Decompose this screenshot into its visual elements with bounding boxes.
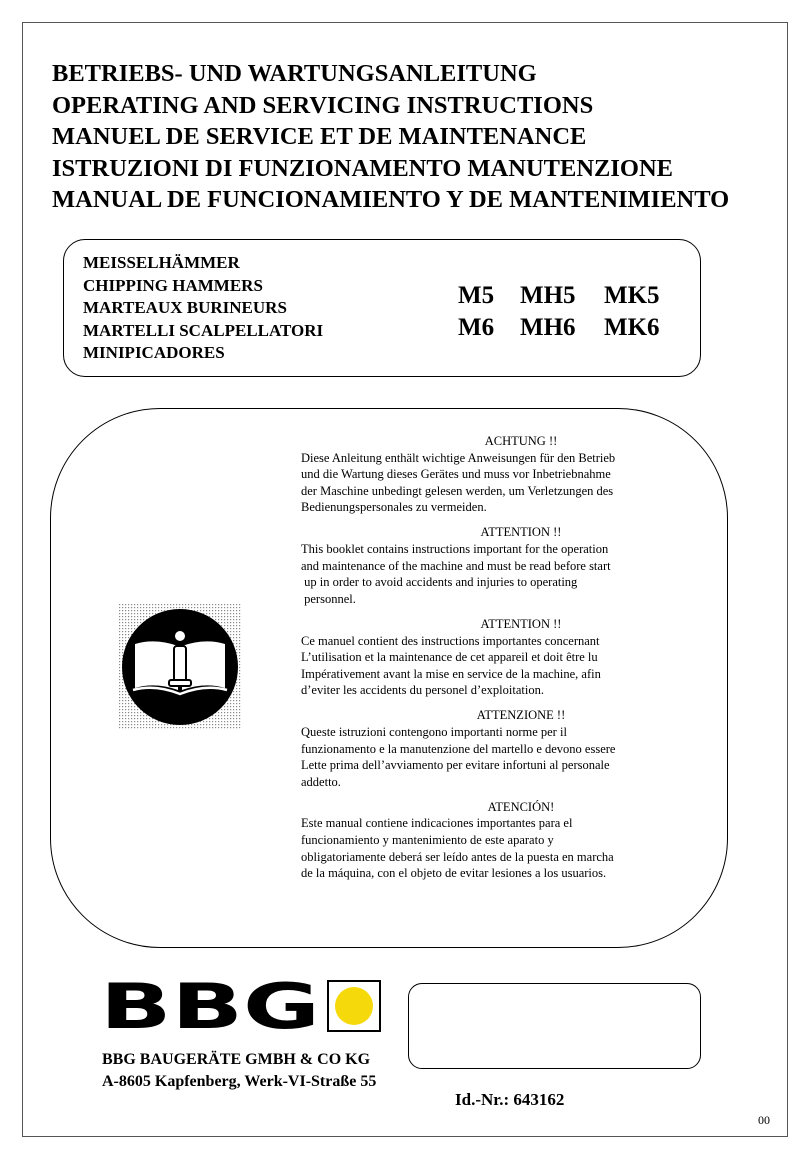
- warning-line: up in order to avoid accidents and injuries to operating: [301, 575, 578, 590]
- model-row: [458, 280, 674, 312]
- warning-line: und die Wartung dieses Gerätes und muss vor Inbetriebnahme: [301, 467, 611, 482]
- warning-it: [301, 707, 701, 790]
- bbg-logo: [100, 978, 390, 1032]
- warning-line: funcionamiento y mantenimiento de este aparato y: [301, 833, 554, 848]
- warning-line: personnel.: [301, 591, 356, 606]
- title-en: OPERATING AND SERVICING INSTRUCTIONS: [52, 91, 594, 119]
- warning-title: ACHTUNG !!: [484, 434, 558, 448]
- id-number: Id.-Nr.: 643162: [455, 1090, 565, 1109]
- logo-dot: [335, 987, 373, 1025]
- logo-text: BBG: [100, 978, 320, 1032]
- title-de: BETRIEBS- UND WARTUNGSANLEITUNG: [52, 60, 537, 87]
- warning-line: d’eviter les accidents du personel d’exploitation.: [301, 683, 544, 698]
- warning-line: This booklet contains instructions important for the operation: [301, 542, 609, 557]
- warning-line: funzionamento e la manutenzione del martello e devono essere: [301, 741, 616, 756]
- product-name-de: MEISSELHÄMMER: [83, 253, 240, 272]
- title-es: MANUAL DE FUNCIONAMIENTO Y DE MANTENIMIENTO: [52, 186, 730, 213]
- model-code: M6: [458, 314, 495, 341]
- warning-line: Queste istruzioni contengono importanti norme per il: [301, 725, 567, 739]
- warning-line: obligatoriamente deberá ser leído antes de la puesta en marcha: [301, 849, 614, 864]
- model-code: MK6: [604, 314, 660, 341]
- product-names: [83, 252, 323, 365]
- warning-line: Ce manuel contient des instructions importantes concernant: [301, 633, 600, 648]
- model-list: [458, 280, 674, 344]
- title-block: [52, 58, 729, 216]
- product-name-es: MINIPICADORES: [83, 343, 225, 362]
- product-box: [63, 239, 701, 377]
- model-code: MH5: [520, 282, 576, 309]
- company-name: BBG BAUGERÄTE GMBH & CO KG: [102, 1051, 371, 1068]
- model-code: MH6: [520, 314, 576, 341]
- warning-line: L’utilisation et la maintenance de cet appareil et doit être lu: [301, 650, 598, 665]
- warning-fr: [301, 616, 701, 699]
- company-info: [102, 1049, 376, 1093]
- warning-line: Bedienungspersonales zu vermeiden.: [301, 500, 487, 515]
- warning-box: [50, 408, 728, 948]
- warning-text: [301, 433, 701, 890]
- warning-title: ATTENTION !!: [480, 616, 562, 631]
- model-code: M5: [458, 282, 495, 309]
- warning-line: de la máquina, con el objeto de evitar lesiones a los usuarios.: [301, 866, 607, 881]
- warning-de: [301, 433, 701, 516]
- warning-title: ATENCIÓN!: [487, 799, 555, 814]
- warning-line: Impérativement avant la mise en service de la machine, afin: [301, 666, 601, 681]
- warning-line: addetto.: [301, 774, 341, 789]
- warning-line: and maintenance of the machine and must be read before start: [301, 558, 611, 573]
- warning-line: Este manual contiene indicaciones importantes para el: [301, 816, 573, 831]
- warning-line: der Maschine unbedingt gelesen werden, um Verletzungen des: [301, 483, 614, 498]
- warning-line: Diese Anleitung enthält wichtige Anweisungen für den Betrieb: [301, 450, 616, 465]
- model-code: MK5: [604, 282, 660, 309]
- product-name-it: MARTELLI SCALPELLATORI: [83, 320, 324, 340]
- warning-en: [301, 524, 701, 607]
- warning-line: Lette prima dell’avviamento per evitare infortuni al personale: [301, 758, 610, 773]
- product-name-en: CHIPPING HAMMERS: [83, 275, 263, 295]
- model-row: [458, 312, 674, 344]
- warning-title: ATTENTION !!: [480, 525, 562, 540]
- warning-title: ATTENZIONE !!: [476, 708, 566, 723]
- product-name-fr: MARTEAUX BURINEURS: [83, 298, 287, 317]
- title-it: ISTRUZIONI DI FUNZIONAMENTO MANUTENZIONE: [52, 154, 673, 182]
- read-manual-icon: [119, 604, 241, 730]
- warning-es: [301, 799, 701, 882]
- page-number: 00: [758, 1113, 770, 1127]
- company-address: A-8605 Kapfenberg, Werk-VI-Straße 55: [102, 1073, 377, 1090]
- label-box: [408, 983, 701, 1069]
- title-fr: MANUEL DE SERVICE ET DE MAINTENANCE: [52, 123, 587, 150]
